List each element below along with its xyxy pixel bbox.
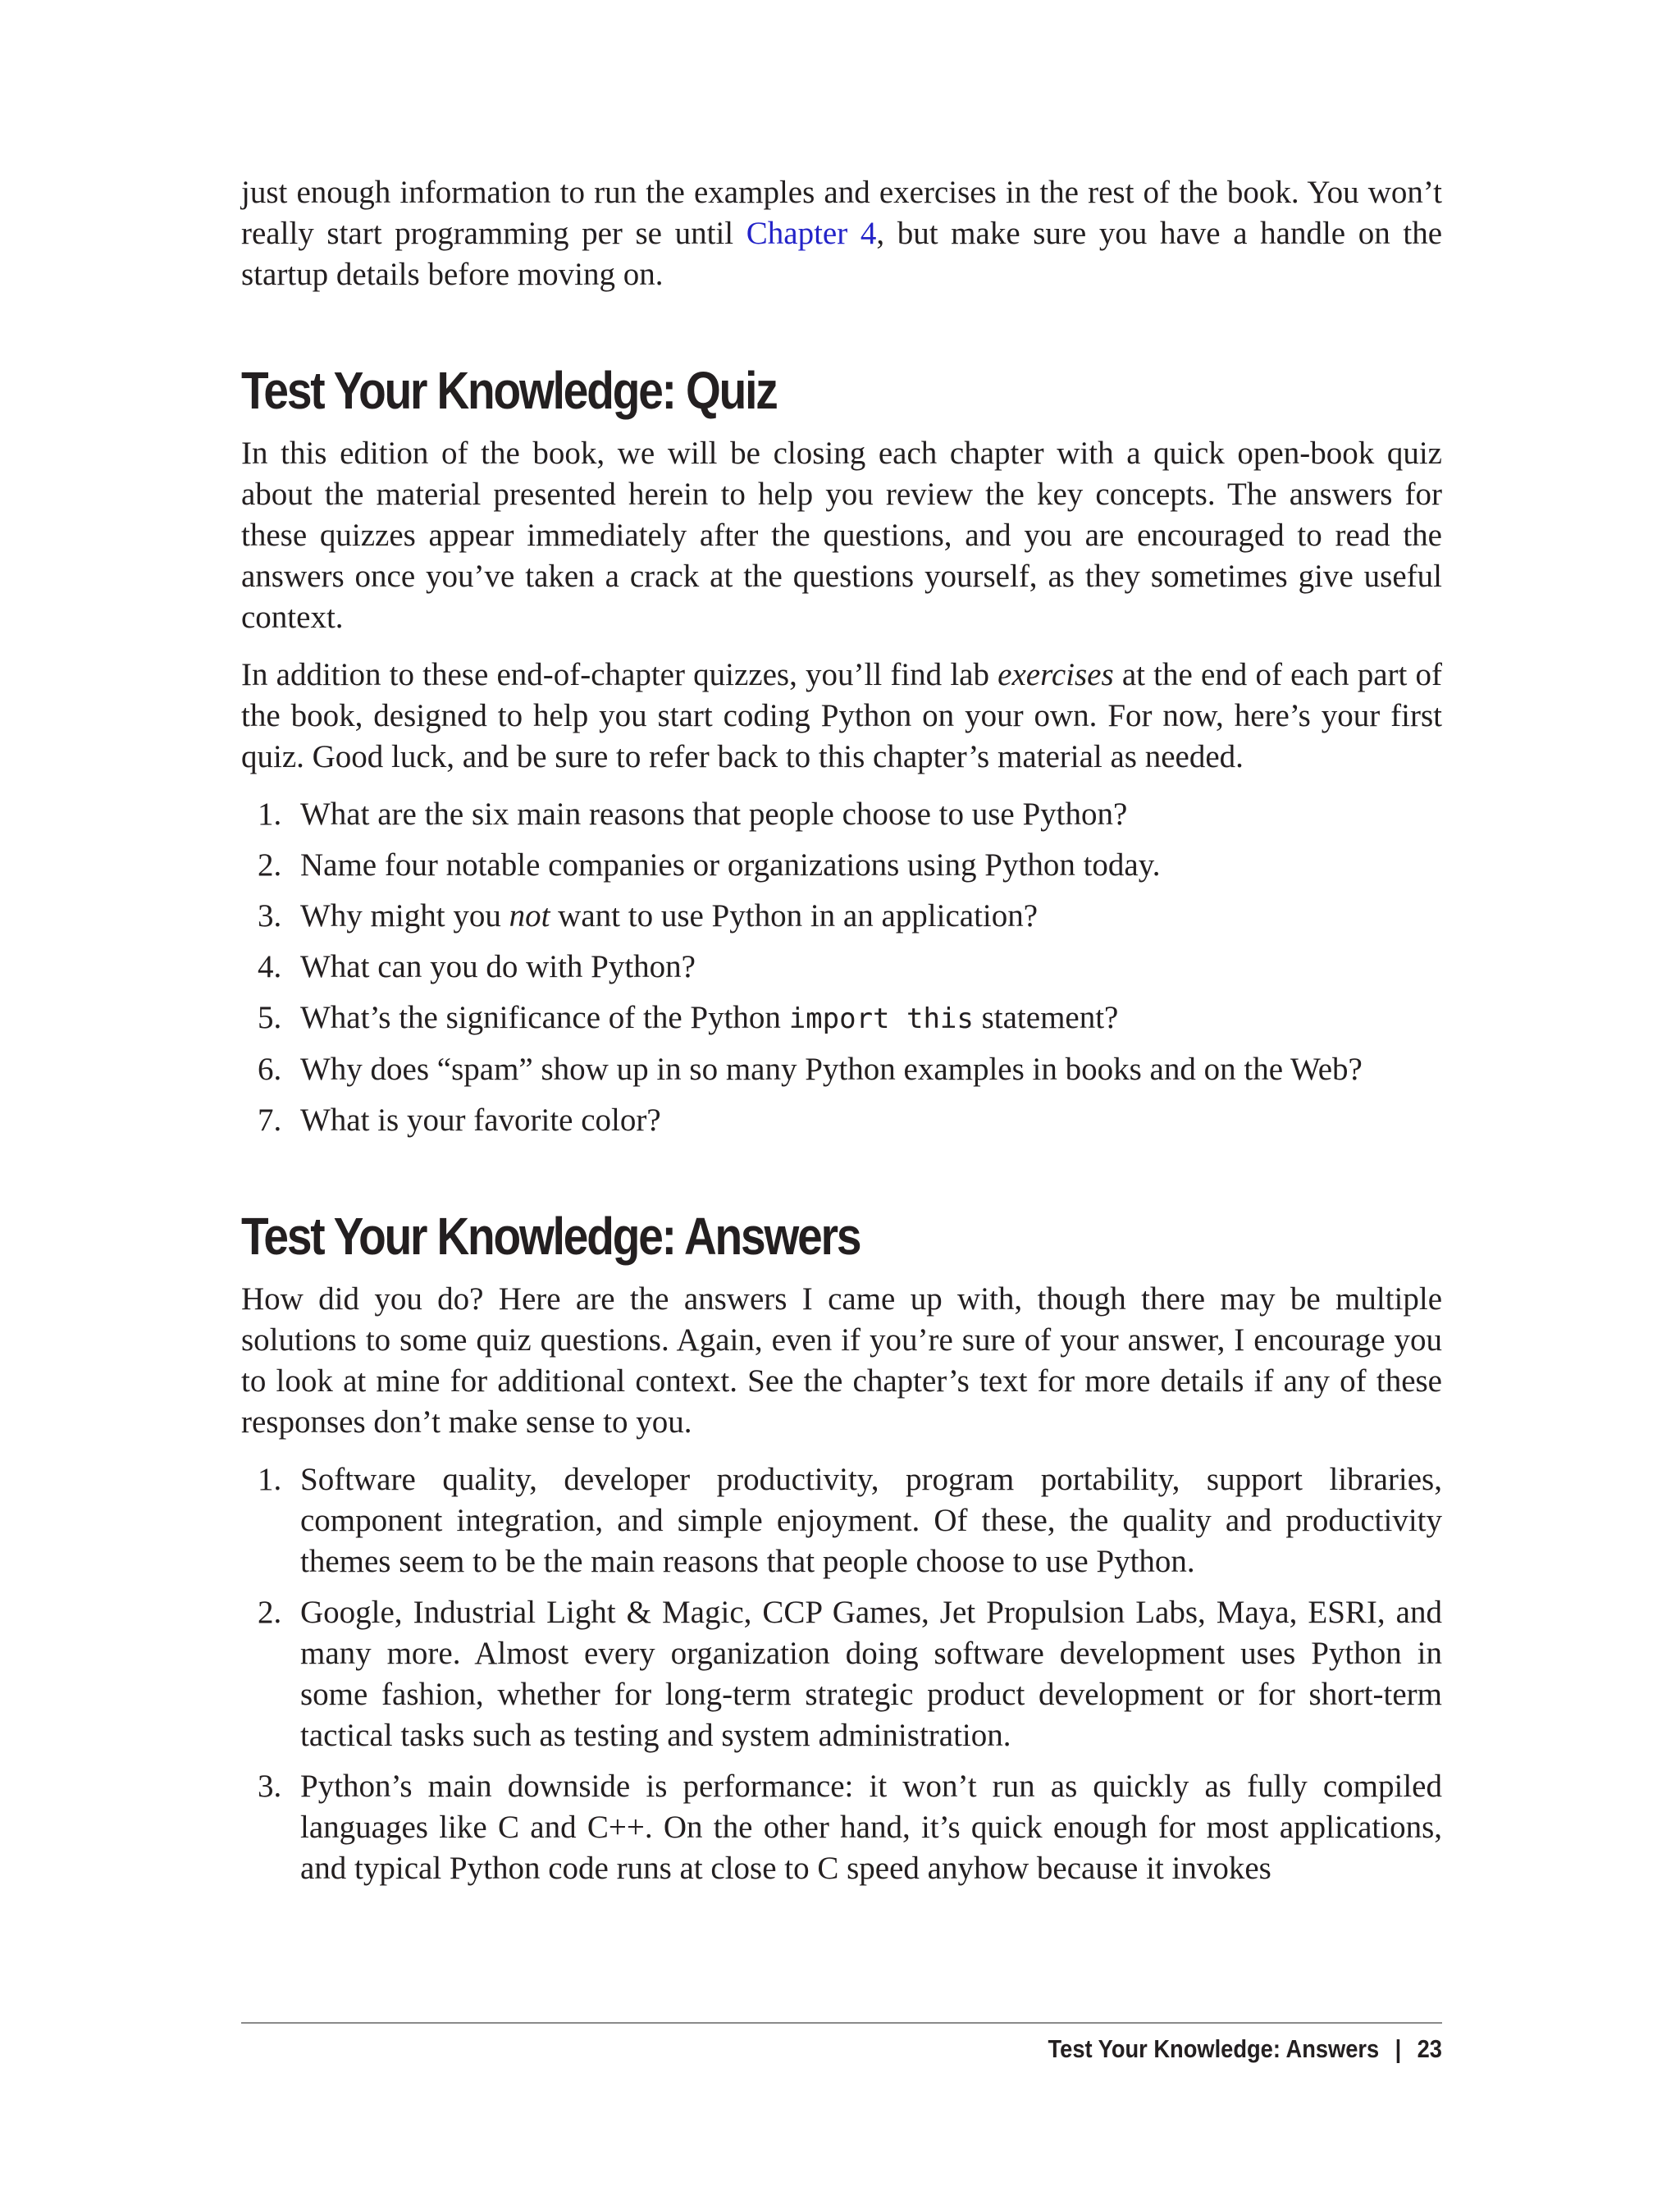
answer-text: Software quality, developer productivity, program portability, support libraries, component integration, and simple enjoyment. Of these, the quality and productivity themes seem to be the main reasons that people choose to use Python. [300, 1462, 1442, 1579]
quiz-paragraph-1: In this edition of the book, we will be closing each chapter with a quick open-book quiz about the material presented herein to help you review the key concepts. The answers for these quizzes appear immediately after the questions, and you are encouraged to read the answers once you’ve taken a crack at the questions yourself, as they sometimes give useful context. [241, 436, 1442, 635]
answer-item [241, 1459, 1442, 1582]
answers-heading: Test Your Knowledge: Answers [241, 1207, 861, 1266]
quiz-paragraph-2-emphasis: exercises [998, 657, 1114, 692]
quiz-question-list [241, 794, 1442, 1141]
quiz-question [241, 1049, 1442, 1090]
list-number: 2. [258, 847, 282, 883]
question-text-b: want to use Python in an application? [550, 898, 1039, 934]
chapter-4-link[interactable]: Chapter 4 [746, 216, 877, 251]
page-content [241, 172, 1442, 1899]
list-number: 7. [258, 1102, 282, 1138]
intro-text-1: just enough information to run the examples and exercises in the rest of the book. You won’t really start programming per se until [241, 175, 1442, 251]
intro-text-2: , but make sure you have a handle on the startup details before moving on. [241, 216, 1442, 292]
quiz-paragraph-2-text-b: at the end of each part of the book, designed to help you start coding Python on your own. For now, here’s your first quiz. Good luck, and be sure to refer back to this chapter’s material as needed. [241, 657, 1442, 774]
answer-item [241, 1766, 1442, 1889]
question-text: What can you do with Python? [300, 949, 696, 984]
intro-paragraph [241, 172, 1442, 295]
page-footer [1048, 2034, 1442, 2064]
quiz-question [241, 794, 1442, 835]
question-emphasis: not [509, 898, 550, 934]
answers-paragraph: How did you do? Here are the answers I came up with, though there may be multiple solutions to some quiz questions. Again, even if you’re sure of your answer, I encourage you to look at mine for additional context. See the chapter’s text for more details if any of these responses don’t make sense to you. [241, 1281, 1442, 1440]
list-number: 1. [258, 797, 282, 832]
quiz-question [241, 947, 1442, 988]
list-number: 3. [258, 898, 282, 934]
list-number: 6. [258, 1052, 282, 1087]
quiz-heading: Test Your Knowledge: Quiz [241, 361, 777, 420]
question-text-b: statement? [973, 1000, 1119, 1035]
footer-separator: | [1395, 2034, 1402, 2063]
question-text: What is your favorite color? [300, 1102, 661, 1138]
answer-item [241, 1592, 1442, 1756]
list-number: 1. [258, 1462, 282, 1497]
question-text: Name four notable companies or organizations using Python today. [300, 847, 1161, 883]
footer-section-title: Test Your Knowledge: Answers [1048, 2034, 1380, 2063]
footer-rule [241, 2022, 1442, 2024]
list-number: 4. [258, 949, 282, 984]
question-code: import this [788, 1002, 974, 1035]
question-text: What are the six main reasons that people choose to use Python? [300, 797, 1128, 832]
quiz-question [241, 896, 1442, 937]
quiz-question [241, 845, 1442, 886]
quiz-paragraph-2 [241, 655, 1442, 778]
list-number: 5. [258, 1000, 282, 1035]
question-text-a: What’s the significance of the Python [300, 1000, 789, 1035]
answer-text: Google, Industrial Light & Magic, CCP Games, Jet Propulsion Labs, Maya, ESRI, and many more. Almost every organization doing software development uses Python in some fashion, whether for long-term strategic product development or for short-term tactical tasks such as testing and system administration. [300, 1595, 1442, 1753]
list-number: 2. [258, 1595, 282, 1630]
page-number: 23 [1417, 2034, 1442, 2063]
answers-list [241, 1459, 1442, 1889]
list-number: 3. [258, 1769, 282, 1804]
answer-text: Python’s main downside is performance: it won’t run as quickly as fully compiled languages like C and C++. On the other hand, it’s quick enough for most applications, and typical Python code runs at close to C speed anyhow because it invokes [300, 1769, 1442, 1886]
quiz-paragraph-2-text-a: In addition to these end-of-chapter quizzes, you’ll find lab [241, 657, 998, 692]
quiz-question [241, 998, 1442, 1039]
question-text: Why does “spam” show up in so many Python examples in books and on the Web? [300, 1052, 1363, 1087]
quiz-question [241, 1100, 1442, 1141]
question-text-a: Why might you [300, 898, 509, 934]
